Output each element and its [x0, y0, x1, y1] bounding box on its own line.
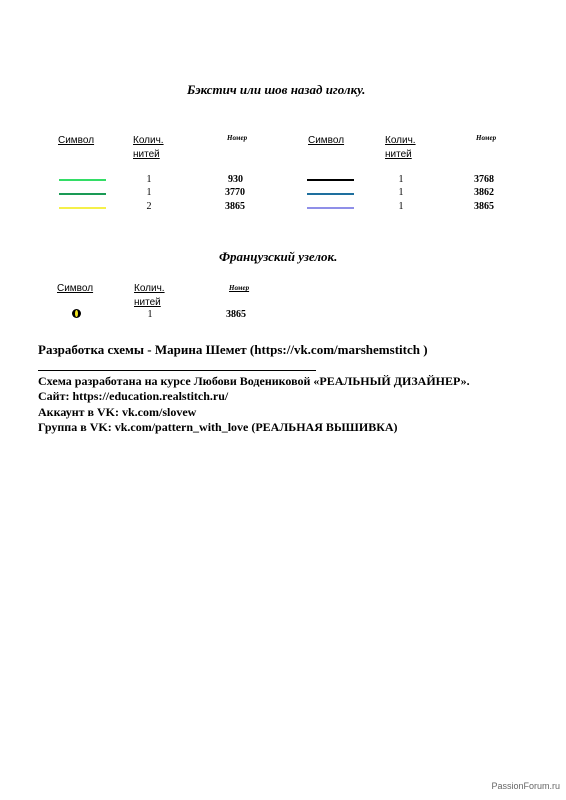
- group-line: Группа в VK: vk.com/pattern_with_love (РЕАЛЬНАЯ ВЫШИВКА): [38, 420, 398, 434]
- french-knot-col-symbol: Символ: [57, 283, 94, 294]
- backstitch-line-right-2: [307, 193, 354, 195]
- backstitch-col-number-left: Номер: [227, 134, 248, 142]
- watermark: PassionForum.ru: [491, 781, 560, 791]
- backstitch-line-right-3: [307, 207, 354, 209]
- backstitch-count-right-3: 1: [398, 201, 404, 212]
- backstitch-count-left-1: 1: [146, 174, 152, 185]
- backstitch-number-right-2: 3862: [474, 187, 494, 198]
- backstitch-number-right-1: 3768: [474, 174, 494, 185]
- backstitch-col-count-right: Колич. нитей: [385, 135, 416, 160]
- separator-line: [38, 370, 316, 371]
- backstitch-col-symbol-left: Символ: [58, 135, 95, 146]
- backstitch-col-symbol-right: Символ: [308, 135, 345, 146]
- backstitch-count-right-2: 1: [398, 187, 404, 198]
- french-knot-symbol-icon: [72, 309, 81, 318]
- backstitch-number-left-2: 3770: [225, 187, 245, 198]
- backstitch-line-left-3: [59, 207, 106, 209]
- course-line: Схема разработана на курсе Любови Водениковой «РЕАЛЬНЫЙ ДИЗАЙНЕР».: [38, 374, 470, 388]
- backstitch-count-right-1: 1: [398, 174, 404, 185]
- french-knot-count: 1: [147, 309, 153, 320]
- backstitch-line-right-1: [307, 179, 354, 181]
- backstitch-title: Бэкстич или шов назад иголку.: [187, 82, 366, 97]
- backstitch-count-left-2: 1: [146, 187, 152, 198]
- backstitch-col-count-left: Колич. нитей: [133, 135, 164, 160]
- french-knot-col-number: Номер: [229, 284, 250, 292]
- site-line: Сайт: https://education.realstitch.ru/: [38, 389, 229, 403]
- backstitch-number-left-1: 930: [228, 174, 243, 185]
- french-knot-col-count: Колич. нитей: [134, 283, 165, 308]
- author-line: Разработка схемы - Марина Шемет (https://vk.com/marshemstitch ): [38, 342, 428, 357]
- account-line: Аккаунт в VK: vk.com/slovew: [38, 405, 197, 419]
- backstitch-number-left-3: 3865: [225, 201, 245, 212]
- backstitch-line-left-1: [59, 179, 106, 181]
- backstitch-col-number-right: Номер: [476, 134, 497, 142]
- backstitch-count-left-3: 2: [146, 201, 152, 212]
- french-knot-number: 3865: [226, 309, 246, 320]
- french-knot-title: Французский узелок.: [219, 249, 338, 264]
- backstitch-line-left-2: [59, 193, 106, 195]
- backstitch-number-right-3: 3865: [474, 201, 494, 212]
